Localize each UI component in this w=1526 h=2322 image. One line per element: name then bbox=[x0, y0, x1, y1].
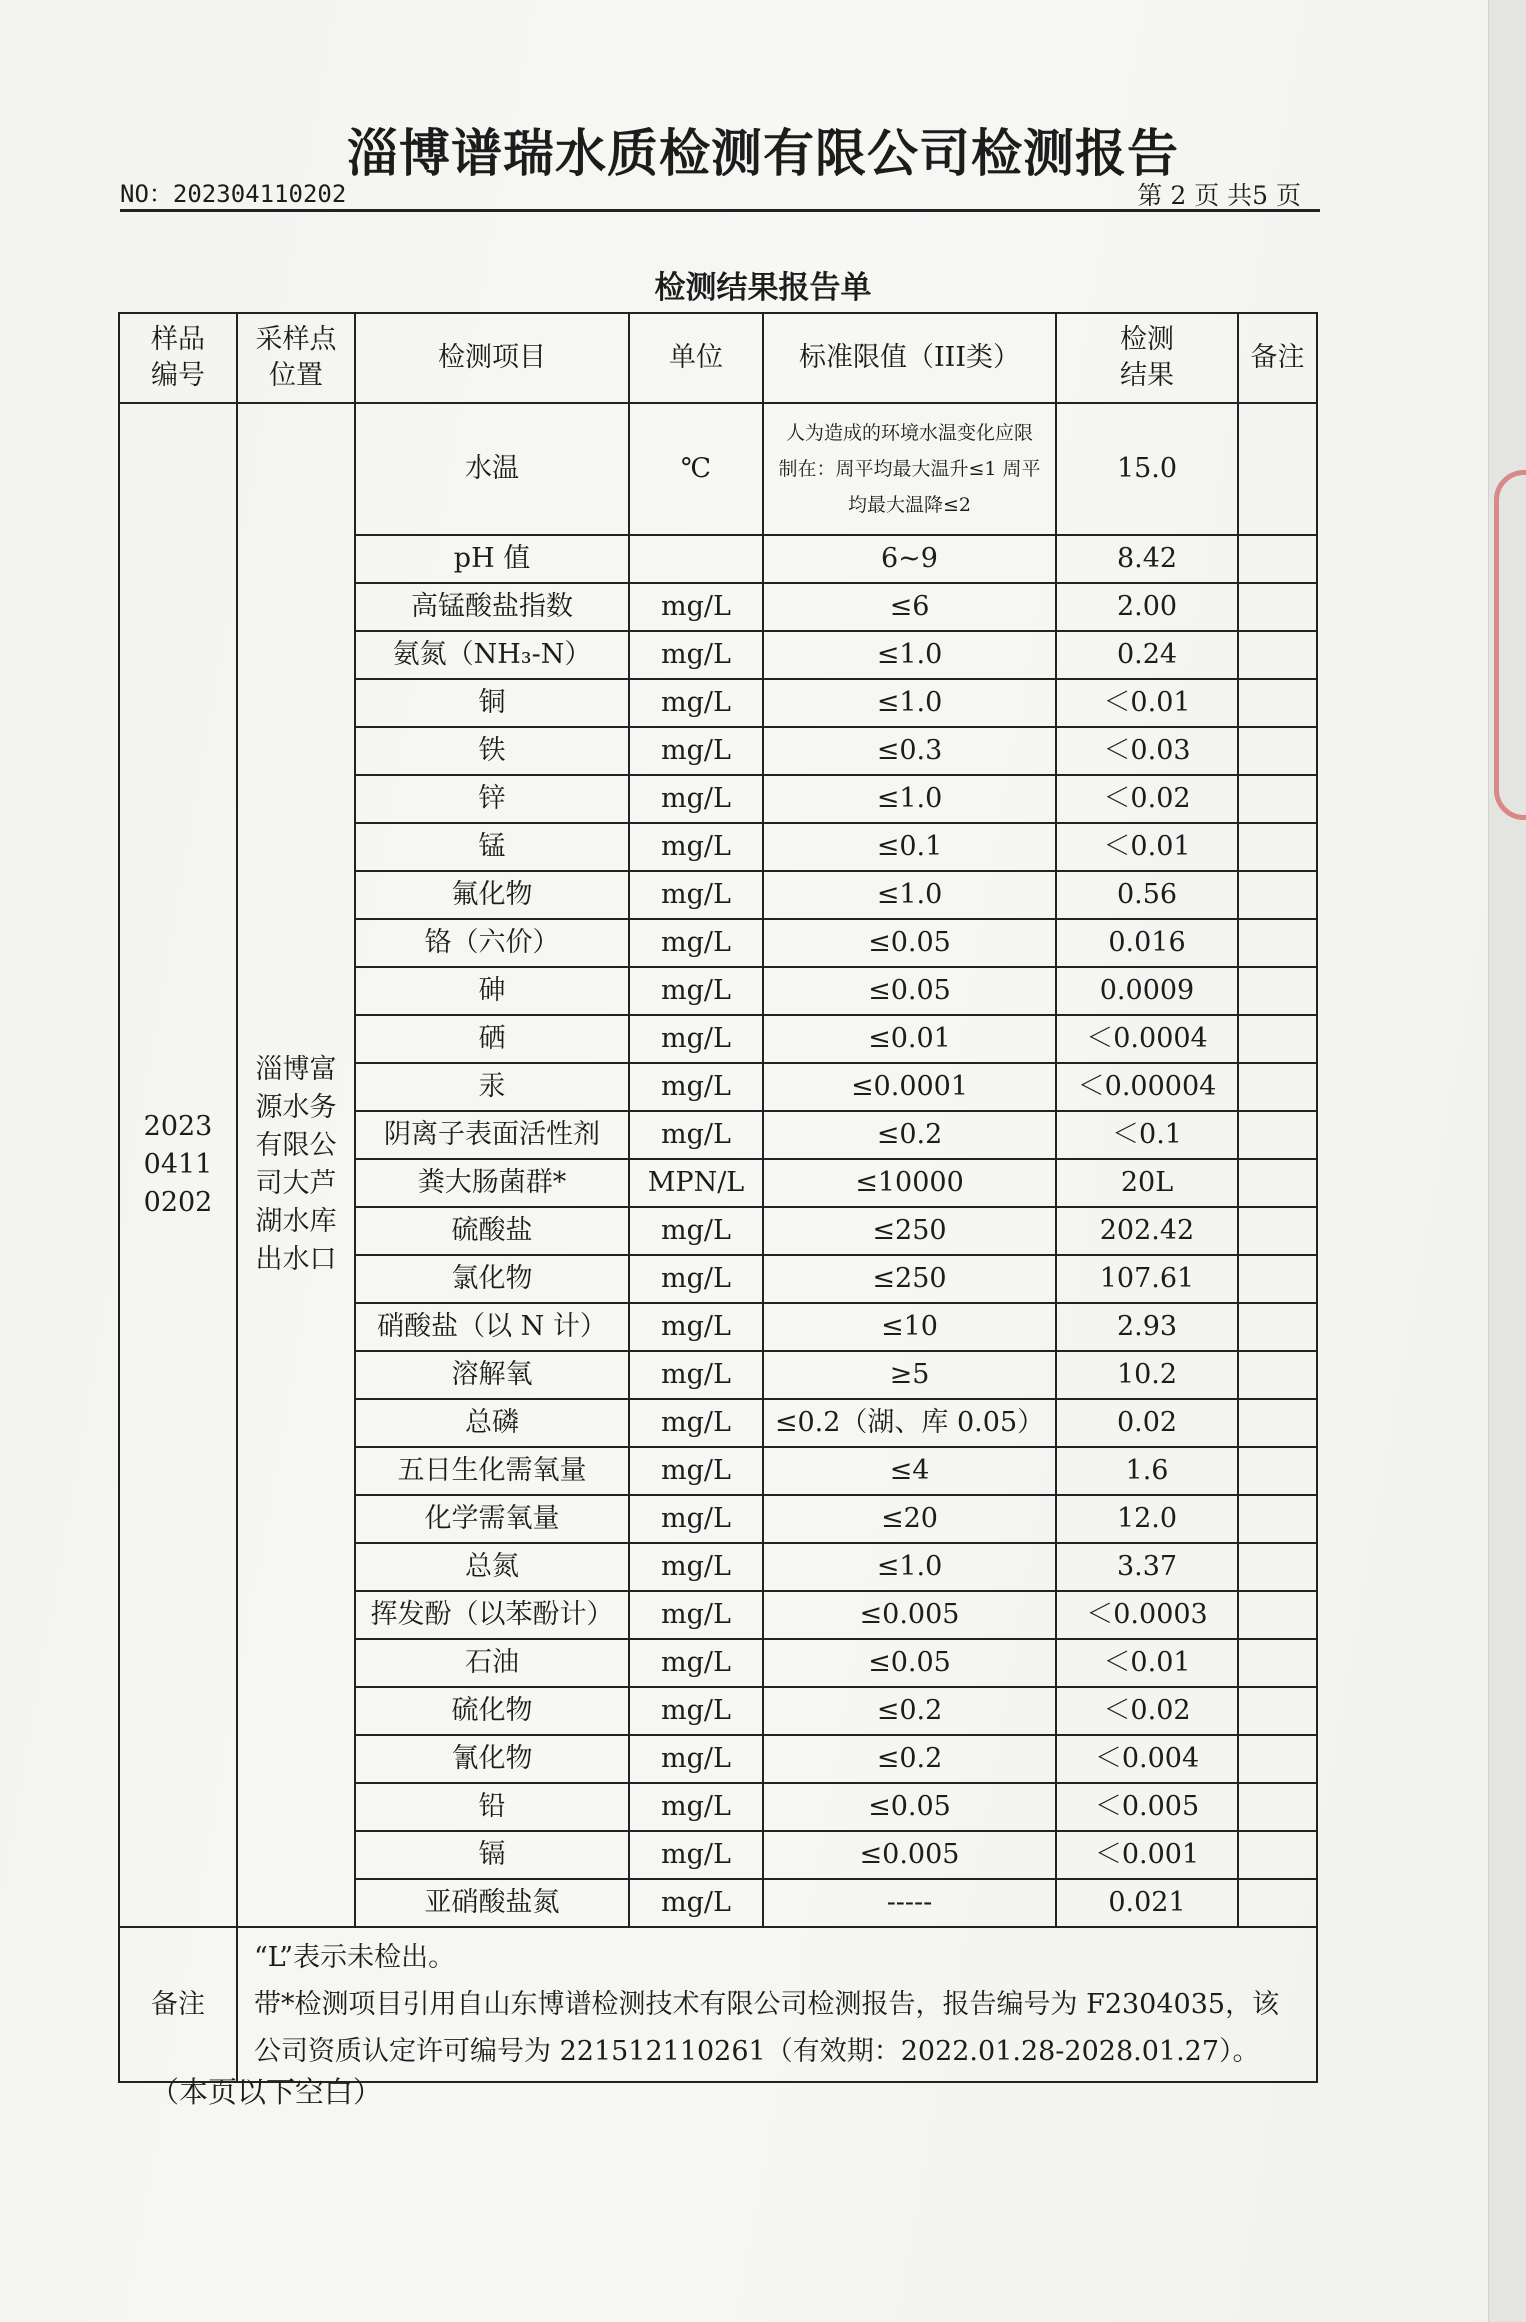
unit-cell: mg/L bbox=[629, 967, 763, 1015]
limit-cell: ≤0.2 bbox=[763, 1735, 1056, 1783]
limit-cell: 6~9 bbox=[763, 535, 1056, 583]
item-cell: 总磷 bbox=[355, 1399, 629, 1447]
result-cell: 3.37 bbox=[1056, 1543, 1238, 1591]
notes-content bbox=[237, 1927, 1317, 2082]
remark-cell bbox=[1238, 1735, 1317, 1783]
item-cell: 锌 bbox=[355, 775, 629, 823]
remark-cell bbox=[1238, 1063, 1317, 1111]
item-cell: 铜 bbox=[355, 679, 629, 727]
notes-row bbox=[119, 1927, 1317, 2082]
remark-cell bbox=[1238, 1303, 1317, 1351]
table-subtitle: 检测结果报告单 bbox=[654, 270, 872, 306]
header-location bbox=[237, 313, 355, 403]
remark-cell bbox=[1238, 1879, 1317, 1927]
result-cell: 0.02 bbox=[1056, 1399, 1238, 1447]
limit-cell: ≤20 bbox=[763, 1495, 1056, 1543]
item-cell: 总氮 bbox=[355, 1543, 629, 1591]
results-table bbox=[118, 312, 1318, 2083]
item-cell: 溶解氧 bbox=[355, 1351, 629, 1399]
location-line: 湖水库 bbox=[255, 1206, 337, 1237]
unit-cell: mg/L bbox=[629, 1207, 763, 1255]
limit-cell: ≤0.3 bbox=[763, 727, 1056, 775]
unit-cell: mg/L bbox=[629, 1879, 763, 1927]
limit-cell: ≤0.005 bbox=[763, 1591, 1056, 1639]
remark-cell bbox=[1238, 967, 1317, 1015]
result-cell: ＜0.00004 bbox=[1056, 1063, 1238, 1111]
red-seal-stamp bbox=[1494, 470, 1526, 820]
item-cell: 锰 bbox=[355, 823, 629, 871]
unit-cell: ℃ bbox=[629, 403, 763, 535]
unit-cell: mg/L bbox=[629, 631, 763, 679]
unit-cell: mg/L bbox=[629, 1063, 763, 1111]
item-cell: 亚硝酸盐氮 bbox=[355, 1879, 629, 1927]
limit-cell: ≤6 bbox=[763, 583, 1056, 631]
unit-cell: mg/L bbox=[629, 1639, 763, 1687]
remark-cell bbox=[1238, 727, 1317, 775]
item-cell: 阴离子表面活性剂 bbox=[355, 1111, 629, 1159]
result-cell: 15.0 bbox=[1056, 403, 1238, 535]
limit-cell: ≤1.0 bbox=[763, 775, 1056, 823]
water-temp-limit-line: 均最大温降≤2 bbox=[847, 494, 971, 516]
header-result-text: 检测结果 bbox=[1120, 323, 1174, 391]
result-cell: ＜0.1 bbox=[1056, 1111, 1238, 1159]
unit-cell: mg/L bbox=[629, 583, 763, 631]
item-cell: 石油 bbox=[355, 1639, 629, 1687]
note-line-1: “L”表示未检出。 bbox=[254, 1942, 456, 1973]
header-remark: 备注 bbox=[1238, 313, 1317, 403]
result-cell: 12.0 bbox=[1056, 1495, 1238, 1543]
item-cell: 硒 bbox=[355, 1015, 629, 1063]
result-cell: ＜0.02 bbox=[1056, 775, 1238, 823]
unit-cell: mg/L bbox=[629, 1735, 763, 1783]
result-cell: ＜0.0003 bbox=[1056, 1591, 1238, 1639]
result-cell: 0.56 bbox=[1056, 871, 1238, 919]
result-cell: 0.016 bbox=[1056, 919, 1238, 967]
unit-cell: mg/L bbox=[629, 1303, 763, 1351]
remark-cell bbox=[1238, 1399, 1317, 1447]
result-cell: ＜0.0004 bbox=[1056, 1015, 1238, 1063]
limit-cell: ≤0.2（湖、库 0.05） bbox=[763, 1399, 1056, 1447]
header-location-text: 采样点位置 bbox=[255, 323, 337, 391]
header-row bbox=[119, 313, 1317, 403]
location-line: 司大芦 bbox=[255, 1168, 337, 1199]
item-cell: 硝酸盐（以 N 计） bbox=[355, 1303, 629, 1351]
location-line: 源水务 bbox=[255, 1092, 337, 1123]
item-cell: 镉 bbox=[355, 1831, 629, 1879]
unit-cell: mg/L bbox=[629, 1831, 763, 1879]
limit-cell: ≤10 bbox=[763, 1303, 1056, 1351]
remark-cell bbox=[1238, 1687, 1317, 1735]
header-unit: 单位 bbox=[629, 313, 763, 403]
item-cell: 铬（六价） bbox=[355, 919, 629, 967]
remark-cell bbox=[1238, 403, 1317, 535]
unit-cell: mg/L bbox=[629, 775, 763, 823]
header-limit: 标准限值（III类） bbox=[763, 313, 1056, 403]
result-cell: 2.00 bbox=[1056, 583, 1238, 631]
result-cell: 10.2 bbox=[1056, 1351, 1238, 1399]
result-cell: ＜0.01 bbox=[1056, 823, 1238, 871]
limit-cell: ≤250 bbox=[763, 1255, 1056, 1303]
limit-cell: ≤0.1 bbox=[763, 823, 1056, 871]
blank-page-note: （本页以下空白） bbox=[150, 2075, 383, 2109]
remark-cell bbox=[1238, 775, 1317, 823]
notes-label: 备注 bbox=[119, 1927, 237, 2082]
unit-cell: MPN/L bbox=[629, 1159, 763, 1207]
item-cell: 硫化物 bbox=[355, 1687, 629, 1735]
item-cell: 氯化物 bbox=[355, 1255, 629, 1303]
remark-cell bbox=[1238, 1783, 1317, 1831]
result-cell: 202.42 bbox=[1056, 1207, 1238, 1255]
unit-cell: mg/L bbox=[629, 1783, 763, 1831]
note-line-2: 带*检测项目引用自山东博谱检测技术有限公司检测报告，报告编号为 F2304035，该 bbox=[254, 1989, 1280, 2020]
result-cell: 0.0009 bbox=[1056, 967, 1238, 1015]
result-cell: ＜0.004 bbox=[1056, 1735, 1238, 1783]
unit-cell: mg/L bbox=[629, 1351, 763, 1399]
unit-cell: mg/L bbox=[629, 727, 763, 775]
remark-cell bbox=[1238, 1351, 1317, 1399]
item-cell: 挥发酚（以苯酚计） bbox=[355, 1591, 629, 1639]
remark-cell bbox=[1238, 631, 1317, 679]
result-cell: ＜0.03 bbox=[1056, 727, 1238, 775]
remark-cell bbox=[1238, 1543, 1317, 1591]
item-cell: 硫酸盐 bbox=[355, 1207, 629, 1255]
item-cell: 氨氮（NH₃-N） bbox=[355, 631, 629, 679]
result-cell: ＜0.005 bbox=[1056, 1783, 1238, 1831]
unit-cell: mg/L bbox=[629, 1591, 763, 1639]
remark-cell bbox=[1238, 1159, 1317, 1207]
unit-cell: mg/L bbox=[629, 871, 763, 919]
sampling-location-cell bbox=[237, 403, 355, 1927]
result-cell: 8.42 bbox=[1056, 535, 1238, 583]
remark-cell bbox=[1238, 823, 1317, 871]
water-temp-limit-line: 制在：周平均最大温升≤1 周平 bbox=[778, 458, 1041, 480]
item-cell: 砷 bbox=[355, 967, 629, 1015]
item-cell: 水温 bbox=[355, 403, 629, 535]
limit-cell bbox=[763, 403, 1056, 535]
remark-cell bbox=[1238, 1111, 1317, 1159]
remark-cell bbox=[1238, 1255, 1317, 1303]
page-indicator: 第 2 页 共5 页 bbox=[1137, 181, 1301, 210]
remark-cell bbox=[1238, 583, 1317, 631]
location-line: 有限公 bbox=[255, 1130, 337, 1161]
next-page-edge bbox=[1488, 0, 1526, 2322]
item-cell: pH 值 bbox=[355, 535, 629, 583]
item-cell: 铁 bbox=[355, 727, 629, 775]
result-cell: ＜0.01 bbox=[1056, 1639, 1238, 1687]
limit-cell: ≤1.0 bbox=[763, 1543, 1056, 1591]
sample-number-cell bbox=[119, 403, 237, 1927]
item-cell: 五日生化需氧量 bbox=[355, 1447, 629, 1495]
table-row bbox=[119, 403, 1317, 535]
limit-cell: ≤0.05 bbox=[763, 1639, 1056, 1687]
remark-cell bbox=[1238, 1831, 1317, 1879]
limit-cell: ≤0.2 bbox=[763, 1687, 1056, 1735]
remark-cell bbox=[1238, 871, 1317, 919]
item-cell: 高锰酸盐指数 bbox=[355, 583, 629, 631]
limit-cell: ≤1.0 bbox=[763, 871, 1056, 919]
header-result bbox=[1056, 313, 1238, 403]
unit-cell: mg/L bbox=[629, 919, 763, 967]
limit-cell: ----- bbox=[763, 1879, 1056, 1927]
limit-cell: ≤0.2 bbox=[763, 1111, 1056, 1159]
item-cell: 氰化物 bbox=[355, 1735, 629, 1783]
unit-cell bbox=[629, 535, 763, 583]
item-cell: 汞 bbox=[355, 1063, 629, 1111]
result-cell: 1.6 bbox=[1056, 1447, 1238, 1495]
result-cell: ＜0.02 bbox=[1056, 1687, 1238, 1735]
remark-cell bbox=[1238, 1639, 1317, 1687]
item-cell: 化学需氧量 bbox=[355, 1495, 629, 1543]
report-title: 淄博谱瑞水质检测有限公司检测报告 bbox=[346, 124, 1179, 184]
limit-cell: ≤0.05 bbox=[763, 1783, 1056, 1831]
sample-number-line: 2023 bbox=[143, 1111, 213, 1142]
unit-cell: mg/L bbox=[629, 1543, 763, 1591]
limit-cell: ≤250 bbox=[763, 1207, 1056, 1255]
header-sample-no bbox=[119, 313, 237, 403]
remark-cell bbox=[1238, 1447, 1317, 1495]
result-cell: 0.021 bbox=[1056, 1879, 1238, 1927]
unit-cell: mg/L bbox=[629, 679, 763, 727]
location-line: 出水口 bbox=[255, 1244, 337, 1275]
unit-cell: mg/L bbox=[629, 1255, 763, 1303]
remark-cell bbox=[1238, 1207, 1317, 1255]
sample-number-line: 0202 bbox=[143, 1187, 213, 1218]
result-cell: ＜0.01 bbox=[1056, 679, 1238, 727]
water-temp-limit-line: 人为造成的环境水温变化应限 bbox=[785, 422, 1033, 444]
item-cell: 氟化物 bbox=[355, 871, 629, 919]
result-cell: 20L bbox=[1056, 1159, 1238, 1207]
unit-cell: mg/L bbox=[629, 823, 763, 871]
unit-cell: mg/L bbox=[629, 1111, 763, 1159]
result-cell: ＜0.001 bbox=[1056, 1831, 1238, 1879]
limit-cell: ≤0.005 bbox=[763, 1831, 1056, 1879]
item-cell: 铅 bbox=[355, 1783, 629, 1831]
unit-cell: mg/L bbox=[629, 1399, 763, 1447]
limit-cell: ≤0.05 bbox=[763, 967, 1056, 1015]
limit-cell: ≤1.0 bbox=[763, 679, 1056, 727]
limit-cell: ≤0.0001 bbox=[763, 1063, 1056, 1111]
limit-cell: ≤1.0 bbox=[763, 631, 1056, 679]
result-cell: 107.61 bbox=[1056, 1255, 1238, 1303]
unit-cell: mg/L bbox=[629, 1687, 763, 1735]
limit-cell: ≤0.01 bbox=[763, 1015, 1056, 1063]
header-sample-no-text: 样品编号 bbox=[151, 323, 205, 391]
limit-cell: ≤0.05 bbox=[763, 919, 1056, 967]
remark-cell bbox=[1238, 679, 1317, 727]
unit-cell: mg/L bbox=[629, 1447, 763, 1495]
remark-cell bbox=[1238, 1495, 1317, 1543]
result-cell: 2.93 bbox=[1056, 1303, 1238, 1351]
header-item: 检测项目 bbox=[355, 313, 629, 403]
result-cell: 0.24 bbox=[1056, 631, 1238, 679]
item-cell: 粪大肠菌群* bbox=[355, 1159, 629, 1207]
remark-cell bbox=[1238, 1015, 1317, 1063]
remark-cell bbox=[1238, 919, 1317, 967]
sample-number-line: 0411 bbox=[143, 1149, 213, 1180]
remark-cell bbox=[1238, 1591, 1317, 1639]
unit-cell: mg/L bbox=[629, 1495, 763, 1543]
location-line: 淄博富 bbox=[255, 1054, 337, 1085]
limit-cell: ≤4 bbox=[763, 1447, 1056, 1495]
limit-cell: ≤10000 bbox=[763, 1159, 1056, 1207]
header-rule bbox=[120, 209, 1320, 212]
remark-cell bbox=[1238, 535, 1317, 583]
limit-cell: ≥5 bbox=[763, 1351, 1056, 1399]
note-line-3: 公司资质认定许可编号为 221512110261（有效期：2022.01.28-2028.01.27）。 bbox=[254, 2036, 1260, 2067]
report-number: NO：202304110202 bbox=[120, 180, 347, 208]
unit-cell: mg/L bbox=[629, 1015, 763, 1063]
